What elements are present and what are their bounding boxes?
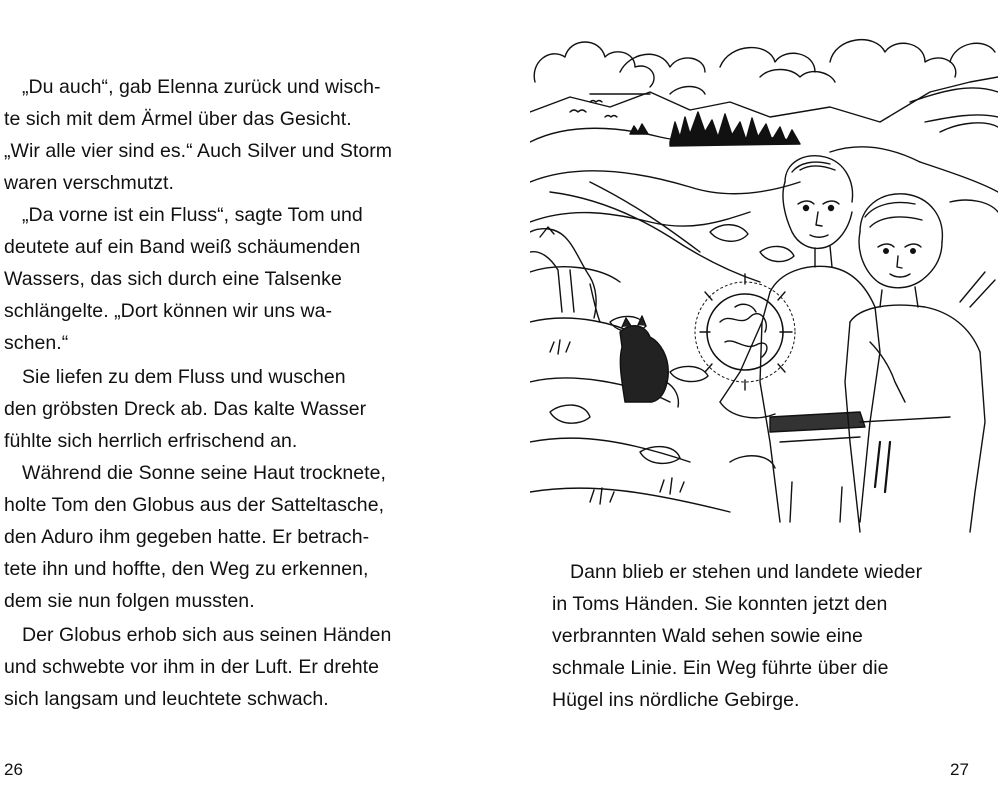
text-line: Hügel ins nördliche Gebirge. bbox=[552, 689, 800, 711]
text-line: sich langsam und leuchtete schwach. bbox=[4, 688, 329, 710]
clouds-drawing bbox=[534, 40, 995, 94]
text-line: „Wir alle vier sind es.“ Auch Silver und Storm bbox=[4, 140, 393, 162]
illustration bbox=[530, 22, 998, 542]
text-line: den Aduro ihm gegeben hatte. Er betrach- bbox=[4, 526, 370, 548]
text-line: dem sie nun folgen mussten. bbox=[4, 590, 255, 612]
text-line: „Da vorne ist ein Fluss“, sagte Tom und bbox=[22, 204, 363, 226]
text-line: „Du auch“, gab Elenna zurück und wisch- bbox=[22, 76, 381, 98]
text-line: Dann blieb er stehen und landete wieder bbox=[570, 561, 923, 583]
text-line: schen.“ bbox=[4, 332, 69, 354]
elenna-figure-drawing bbox=[845, 194, 995, 532]
text-line: tete ihn und hoffte, den Weg zu erkennen, bbox=[4, 558, 369, 580]
text-line: den gröbsten Dreck ab. Das kalte Wasser bbox=[4, 398, 367, 420]
text-line: verbrannten Wald sehen sowie eine bbox=[552, 625, 863, 647]
globe-drawing bbox=[695, 274, 795, 390]
right-page bbox=[500, 0, 1000, 800]
text-line: deutete auf ein Band weiß schäumenden bbox=[4, 236, 361, 258]
text-line: te sich mit dem Ärmel über das Gesicht. bbox=[4, 108, 352, 130]
text-line: in Toms Händen. Sie konnten jetzt den bbox=[552, 593, 888, 615]
text-line: Sie liefen zu dem Fluss und wuschen bbox=[22, 366, 346, 388]
text-line: Wassers, das sich durch eine Talsenke bbox=[4, 268, 342, 290]
page-number-right: 27 bbox=[950, 760, 969, 779]
text-line: holte Tom den Globus aus der Satteltasche, bbox=[4, 494, 385, 516]
text-line: und schwebte vor ihm in der Luft. Er drehte bbox=[4, 656, 380, 678]
tom-figure-drawing bbox=[720, 156, 880, 522]
dog-drawing bbox=[620, 316, 678, 407]
text-line: Der Globus erhob sich aus seinen Händen bbox=[22, 624, 392, 646]
text-line: Während die Sonne seine Haut trocknete, bbox=[22, 462, 387, 484]
horse-drawing bbox=[530, 227, 600, 322]
text-line: schmale Linie. Ein Weg führte über die bbox=[552, 657, 889, 679]
text-line: waren verschmutzt. bbox=[4, 172, 174, 194]
page-number-left: 26 bbox=[4, 760, 23, 779]
text-line: schlängelte. „Dort können wir uns wa- bbox=[4, 300, 333, 322]
text-line: fühlte sich herrlich erfrischend an. bbox=[4, 430, 298, 452]
distant-forest-drawing bbox=[630, 112, 800, 146]
